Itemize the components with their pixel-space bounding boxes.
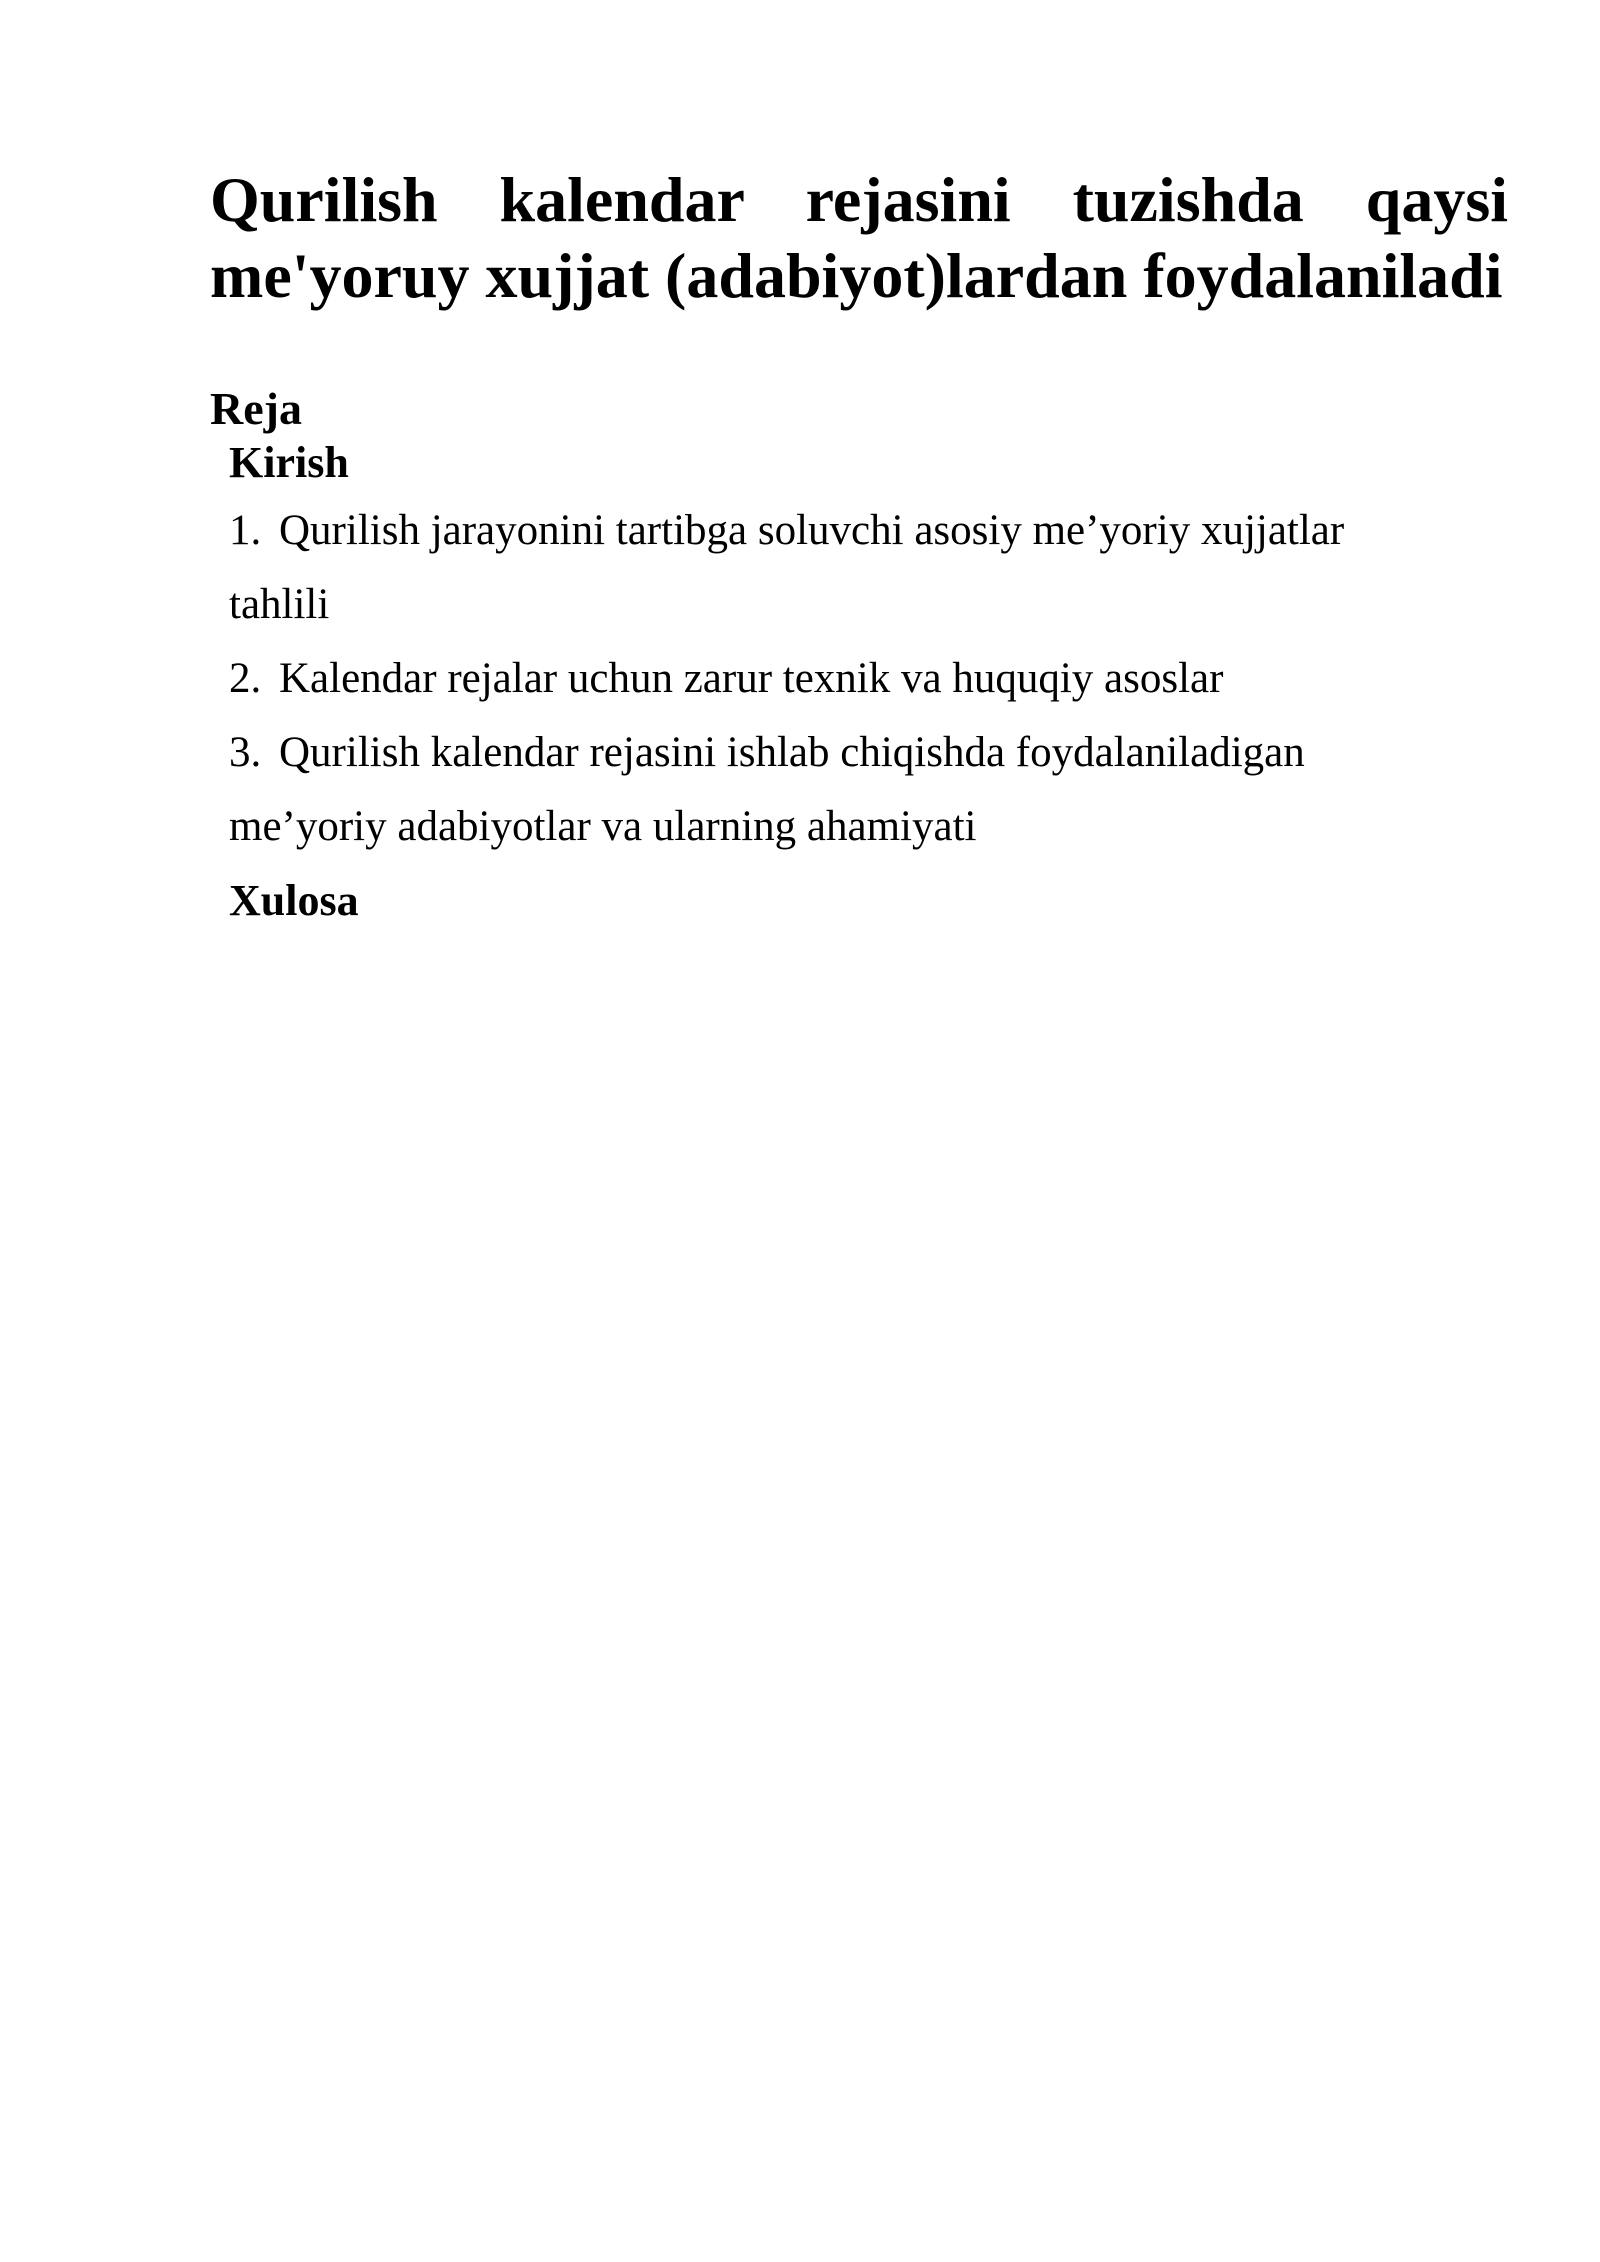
plan-item-1-line [229,494,1479,568]
plan-item-2 [229,642,1479,716]
plan-item-3-line [229,716,1479,790]
plan-item-1-continuation: tahlili [229,581,330,628]
document-title: Qurilish kalendar rejasini tuzishda qaysi me'yoruy xujjat (adabiyot)lardan foydalaniladi [210,164,1508,311]
plan-item-2-line [229,642,1479,716]
plan-item-1 [229,494,1479,642]
plan-item-number: 1. [229,507,262,554]
plan-item-text: Kalendar rejalar uchun zarur texnik va huquqiy asoslar [279,655,1224,702]
plan-introduction: Kirish [229,438,349,487]
plan-item-text: Qurilish jarayonini tartibga soluvchi asosiy me’yoriy xujjatlar [279,507,1345,554]
plan-item-3 [229,716,1479,864]
plan-conclusion: Xulosa [229,876,359,925]
plan-item-number: 2. [229,655,262,702]
plan-list [229,432,1479,938]
plan-item-number: 3. [229,729,262,776]
plan-heading: Reja [210,383,302,434]
plan-item-text: Qurilish kalendar rejasini ishlab chiqishda foydalaniladigan [279,729,1305,776]
plan-item-3-continuation: me’yoriy adabiyotlar va ularning ahamiyati [229,803,977,850]
